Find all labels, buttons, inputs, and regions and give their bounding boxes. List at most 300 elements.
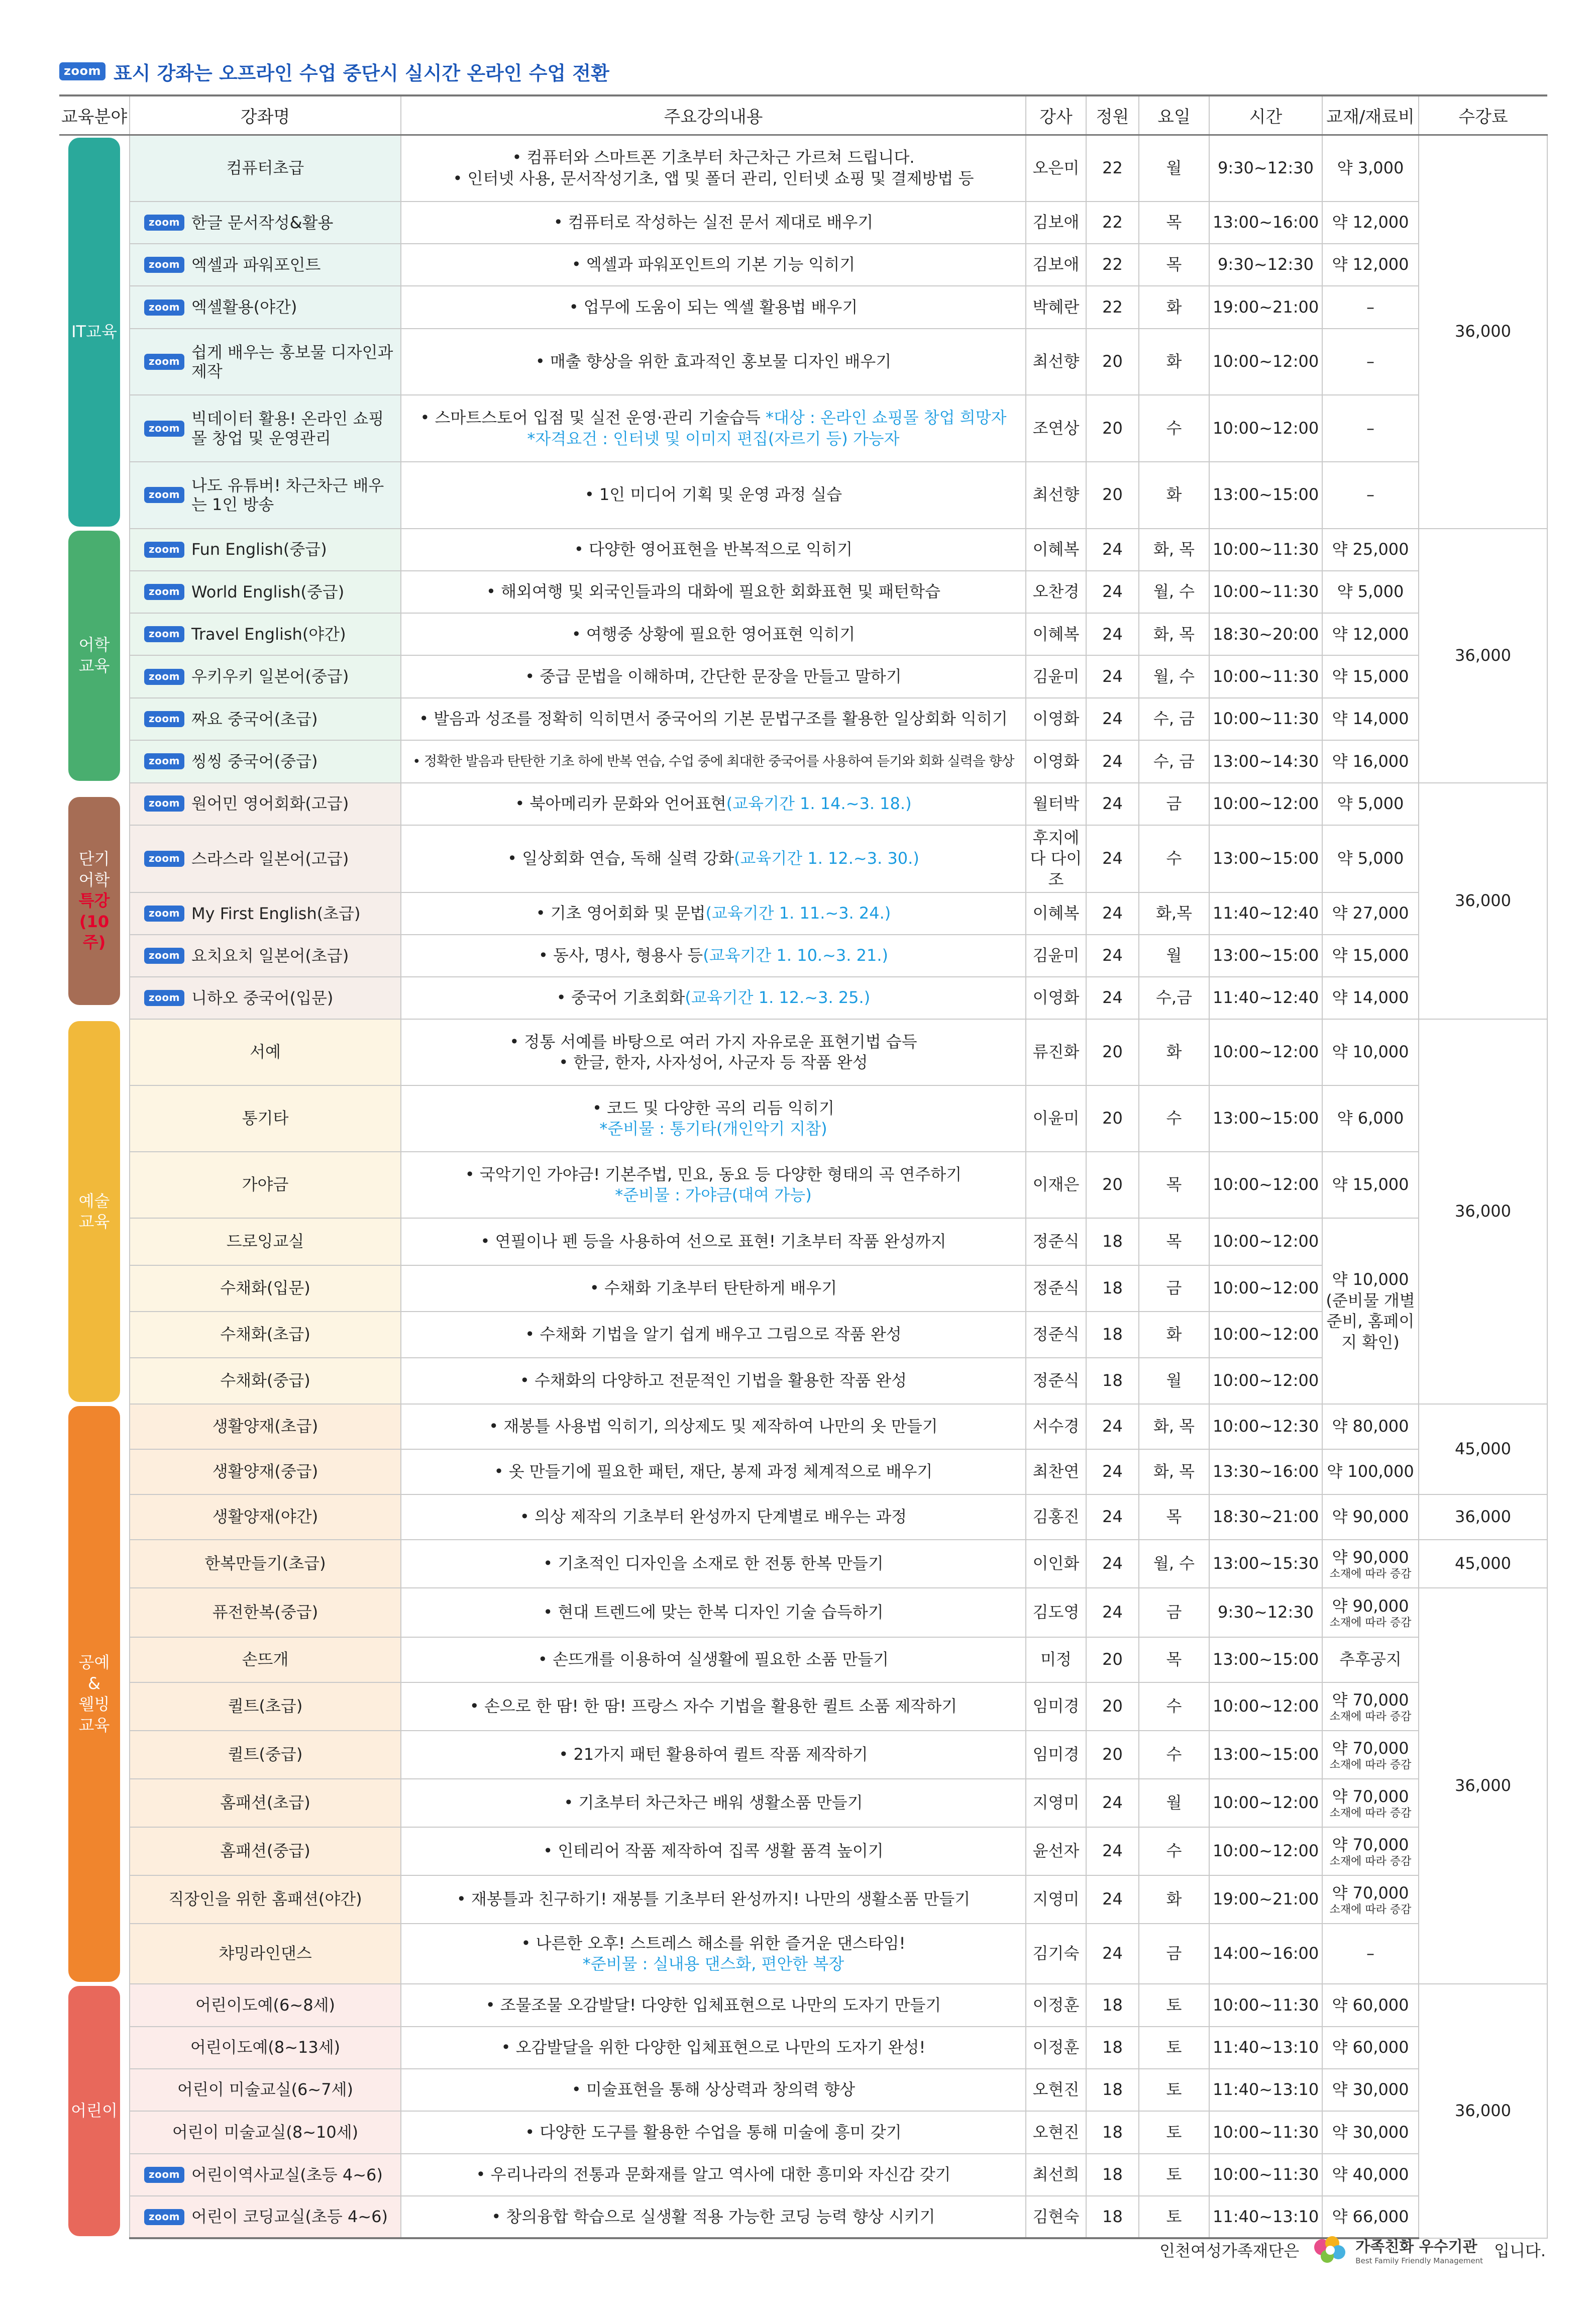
time-value: 11:40~13:10 bbox=[1213, 2080, 1319, 2099]
day-cell bbox=[1139, 1404, 1209, 1449]
table-row bbox=[59, 462, 1547, 529]
time-cell bbox=[1209, 2154, 1322, 2196]
course-name-cell bbox=[130, 1637, 401, 1682]
time-cell bbox=[1209, 1218, 1322, 1265]
material-fee: 약 70,000 bbox=[1332, 1690, 1409, 1710]
day-cell bbox=[1139, 462, 1209, 529]
day-value: 화 bbox=[1166, 1042, 1182, 1062]
teacher-name: 김보애 bbox=[1032, 212, 1080, 232]
day-value: 월, 수 bbox=[1153, 666, 1195, 686]
material-fee-cell bbox=[1322, 2027, 1419, 2069]
teacher-name: 오찬경 bbox=[1032, 582, 1080, 602]
course-name: 컴퓨터초급 bbox=[226, 158, 304, 177]
tuition-fee-cell bbox=[1419, 1984, 1547, 2238]
time-value: 10:00~12:00 bbox=[1213, 1371, 1319, 1390]
material-fee: 약 14,000 bbox=[1332, 988, 1409, 1008]
day-cell bbox=[1139, 977, 1209, 1019]
description-text: • 우리나라의 전통과 문화재를 알고 역사에 대한 흥미와 자신감 갖기 bbox=[476, 2164, 951, 2184]
description-line bbox=[404, 1553, 1022, 1574]
time-value: 10:00~12:00 bbox=[1213, 1175, 1319, 1194]
capacity-cell bbox=[1086, 783, 1139, 825]
course-name: 생활양재(야간) bbox=[212, 1507, 318, 1527]
capacity-value: 18 bbox=[1102, 2122, 1123, 2142]
teacher-name: 이정훈 bbox=[1032, 2037, 1080, 2057]
course-description-cell bbox=[401, 2196, 1026, 2238]
description-text: • 1인 미디어 기획 및 운영 과정 실습 bbox=[584, 485, 842, 505]
day-cell bbox=[1139, 1779, 1209, 1827]
time-cell bbox=[1209, 1731, 1322, 1779]
material-fee-cell bbox=[1322, 202, 1419, 244]
tuition-fee: 36,000 bbox=[1455, 1776, 1511, 1795]
teacher-name: 오현진 bbox=[1032, 2122, 1080, 2142]
field-cell bbox=[59, 783, 130, 1020]
teacher-cell bbox=[1026, 571, 1086, 613]
field-badge bbox=[68, 531, 120, 781]
field-badge bbox=[68, 1021, 120, 1402]
description-text: • 창의융합 학습으로 실생활 적용 가능한 코딩 능력 향상 시키기 bbox=[491, 2207, 935, 2226]
course-name-cell bbox=[130, 2111, 401, 2153]
table-row bbox=[59, 1779, 1547, 1827]
course-description-cell bbox=[401, 571, 1026, 613]
description-line bbox=[404, 1098, 1022, 1119]
table-row bbox=[59, 740, 1547, 782]
day-cell bbox=[1139, 698, 1209, 740]
description-text: • 기초 영어회화 및 문법 bbox=[536, 904, 706, 923]
day-value: 금 bbox=[1166, 1944, 1182, 1963]
header-cell: 요일 bbox=[1139, 95, 1209, 135]
time-value: 10:00~12:00 bbox=[1213, 1278, 1319, 1298]
material-fee-cell bbox=[1322, 571, 1419, 613]
teacher-cell bbox=[1026, 1875, 1086, 1924]
tuition-fee-cell bbox=[1419, 135, 1547, 529]
description-line bbox=[404, 2207, 1022, 2228]
course-name: 홈패션(중급) bbox=[220, 1841, 310, 1861]
zoom-badge: zoom bbox=[59, 62, 105, 80]
capacity-cell bbox=[1086, 1218, 1139, 1265]
teacher-cell bbox=[1026, 329, 1086, 395]
description-line bbox=[404, 408, 1022, 429]
capacity-cell bbox=[1086, 286, 1139, 328]
day-cell bbox=[1139, 202, 1209, 244]
material-fee: 약 10,000 bbox=[1332, 1042, 1409, 1062]
field-special-label: 특강 bbox=[78, 891, 110, 911]
capacity-value: 24 bbox=[1102, 946, 1123, 965]
course-description-cell bbox=[401, 1731, 1026, 1779]
material-note: 소재에 따라 증감 bbox=[1329, 1903, 1412, 1916]
course-name: 원어민 영어회화(고급) bbox=[191, 794, 349, 814]
day-cell bbox=[1139, 892, 1209, 935]
material-fee-cell bbox=[1322, 935, 1419, 977]
course-name: 수채화(초급) bbox=[220, 1325, 310, 1344]
description-text: • 수채화 기초부터 탄탄하게 배우기 bbox=[589, 1278, 837, 1298]
capacity-cell bbox=[1086, 825, 1139, 893]
capacity-value: 24 bbox=[1102, 1603, 1123, 1622]
description-text: • 미술표현을 통해 상상력과 창의력 향상 bbox=[571, 2080, 856, 2099]
time-value: 10:00~11:30 bbox=[1213, 582, 1319, 602]
capacity-cell bbox=[1086, 2111, 1139, 2153]
course-name: 어린이도예(6~8세) bbox=[195, 1995, 335, 2015]
material-fee: 약 80,000 bbox=[1332, 1417, 1409, 1436]
time-value: 10:00~11:30 bbox=[1213, 539, 1319, 559]
course-name: 엑셀과 파워포인트 bbox=[191, 255, 321, 274]
course-name-cell bbox=[130, 529, 401, 571]
description-line bbox=[404, 168, 1022, 189]
material-fee: 약 70,000 bbox=[1332, 1739, 1409, 1758]
capacity-cell bbox=[1086, 329, 1139, 395]
course-name-cell bbox=[130, 783, 401, 825]
material-fee: 약 14,000 bbox=[1332, 709, 1409, 729]
field-label: 어린이 bbox=[71, 2101, 118, 2121]
field-label: 교육 bbox=[78, 1212, 110, 1232]
course-name: 퀼트(초급) bbox=[228, 1696, 303, 1716]
course-name-cell bbox=[130, 462, 401, 529]
course-name: 서예 bbox=[250, 1042, 281, 1062]
teacher-name: 김윤미 bbox=[1032, 946, 1080, 965]
tuition-fee-cell bbox=[1419, 783, 1547, 1020]
material-fee-cell bbox=[1322, 1404, 1419, 1449]
teacher-name: 이재은 bbox=[1032, 1175, 1080, 1194]
description-text: • 정통 서예를 바탕으로 여러 가지 자유로운 표현기법 습득 bbox=[509, 1032, 917, 1051]
material-fee: 약 66,000 bbox=[1332, 2207, 1409, 2226]
teacher-cell bbox=[1026, 1494, 1086, 1540]
time-value: 10:00~12:00 bbox=[1213, 1841, 1319, 1861]
day-value: 월 bbox=[1166, 1371, 1182, 1390]
course-name-cell bbox=[130, 892, 401, 935]
time-value: 13:00~16:00 bbox=[1213, 212, 1319, 232]
tuition-fee-cell bbox=[1419, 1404, 1547, 1494]
description-line bbox=[404, 2122, 1022, 2143]
course-name-cell bbox=[130, 1312, 401, 1358]
material-fee: – bbox=[1366, 297, 1374, 317]
description-line bbox=[404, 351, 1022, 372]
material-fee: 약 15,000 bbox=[1332, 666, 1409, 686]
tuition-fee-cell bbox=[1419, 1588, 1547, 1984]
time-cell bbox=[1209, 462, 1322, 529]
period-text: (교육기간 1. 10.~3. 21.) bbox=[703, 946, 888, 965]
day-value: 수 bbox=[1166, 1109, 1182, 1128]
course-name-cell bbox=[130, 1019, 401, 1085]
time-cell bbox=[1209, 783, 1322, 825]
time-cell bbox=[1209, 1588, 1322, 1637]
capacity-cell bbox=[1086, 892, 1139, 935]
table-row bbox=[59, 571, 1547, 613]
description-text: • 오감발달을 위한 다양한 입체표현으로 나만의 도자기 완성! bbox=[501, 2037, 926, 2057]
material-fee-cell bbox=[1322, 1682, 1419, 1731]
material-fee: 약 12,000 bbox=[1332, 624, 1409, 644]
teacher-name: 김기숙 bbox=[1032, 1944, 1080, 1963]
course-description-cell bbox=[401, 1875, 1026, 1924]
family-friendly-logo bbox=[1310, 2232, 1483, 2267]
time-value: 10:00~12:30 bbox=[1213, 1417, 1319, 1436]
time-value: 11:40~12:40 bbox=[1213, 904, 1319, 923]
capacity-value: 24 bbox=[1102, 793, 1123, 813]
course-description-cell bbox=[401, 1085, 1026, 1152]
course-description-cell bbox=[401, 244, 1026, 286]
teacher-cell bbox=[1026, 2196, 1086, 2238]
zoom-badge: zoom bbox=[144, 487, 184, 503]
day-cell bbox=[1139, 244, 1209, 286]
material-fee-cell bbox=[1322, 1588, 1419, 1637]
material-fee: 추후공지 bbox=[1339, 1650, 1402, 1669]
course-name: 한글 문서작성&활용 bbox=[191, 213, 334, 232]
description-text: *준비물 : 가야금(대여 가능) bbox=[615, 1185, 812, 1205]
day-value: 목 bbox=[1166, 1232, 1182, 1251]
time-cell bbox=[1209, 1085, 1322, 1152]
teacher-cell bbox=[1026, 202, 1086, 244]
course-description-cell bbox=[401, 892, 1026, 935]
day-cell bbox=[1139, 1637, 1209, 1682]
material-fee-cell bbox=[1322, 698, 1419, 740]
capacity-cell bbox=[1086, 1019, 1139, 1085]
day-cell bbox=[1139, 1731, 1209, 1779]
course-name-cell bbox=[130, 1540, 401, 1588]
capacity-cell bbox=[1086, 462, 1139, 529]
description-line bbox=[404, 2037, 1022, 2058]
time-cell bbox=[1209, 613, 1322, 655]
day-value: 월, 수 bbox=[1153, 1554, 1195, 1573]
description-text: • 수채화 기법을 알기 쉽게 배우고 그림으로 작품 완성 bbox=[525, 1325, 902, 1344]
zoom-badge: zoom bbox=[144, 795, 184, 812]
day-cell bbox=[1139, 935, 1209, 977]
day-cell bbox=[1139, 329, 1209, 395]
time-value: 11:40~13:10 bbox=[1213, 2207, 1319, 2226]
course-description-cell bbox=[401, 2154, 1026, 2196]
teacher-name: 이정훈 bbox=[1032, 1995, 1080, 2015]
tuition-fee-cell bbox=[1419, 1019, 1547, 1404]
table-row bbox=[59, 135, 1547, 202]
description-line bbox=[404, 848, 1022, 869]
course-description-cell bbox=[401, 395, 1026, 462]
day-value: 수 bbox=[1166, 1745, 1182, 1764]
material-fee: 약 15,000 bbox=[1332, 946, 1409, 965]
material-fee-cell bbox=[1322, 1637, 1419, 1682]
table-row bbox=[59, 2111, 1547, 2153]
description-text: • 중국어 기초회화 bbox=[556, 988, 685, 1008]
course-name-cell bbox=[130, 1731, 401, 1779]
material-fee: – bbox=[1366, 352, 1374, 371]
time-value: 13:00~14:30 bbox=[1213, 751, 1319, 771]
description-line bbox=[404, 1995, 1022, 2016]
time-cell bbox=[1209, 2111, 1322, 2153]
day-value: 금 bbox=[1166, 1278, 1182, 1298]
description-text: • 인터넷 사용, 문서작성기초, 앱 및 폴더 관리, 인터넷 쇼핑 및 결제방법 등 bbox=[453, 168, 974, 188]
course-name-cell bbox=[130, 655, 401, 697]
time-cell bbox=[1209, 202, 1322, 244]
description-line bbox=[404, 254, 1022, 275]
teacher-cell bbox=[1026, 1218, 1086, 1265]
zoom-notice-text: 표시 강좌는 오프라인 수업 중단시 실시간 온라인 수업 전환 bbox=[113, 62, 609, 84]
table-row bbox=[59, 1085, 1547, 1152]
capacity-value: 24 bbox=[1102, 1554, 1123, 1573]
period-text: (교육기간 1. 12.~3. 25.) bbox=[685, 988, 871, 1008]
time-cell bbox=[1209, 571, 1322, 613]
description-text: • 다양한 영어표현을 반복적으로 익히기 bbox=[574, 539, 853, 559]
course-name-cell bbox=[130, 244, 401, 286]
course-description-cell bbox=[401, 329, 1026, 395]
teacher-name: 정준식 bbox=[1032, 1278, 1080, 1298]
day-value: 월 bbox=[1166, 1793, 1182, 1813]
time-cell bbox=[1209, 1152, 1322, 1218]
time-cell bbox=[1209, 1019, 1322, 1085]
course-description-cell bbox=[401, 1637, 1026, 1682]
material-fee-cell bbox=[1322, 2154, 1419, 2196]
description-text: *준비물 : 통기타(개인악기 지참) bbox=[599, 1119, 827, 1139]
logo-title: 가족친화 우수기관 bbox=[1355, 2238, 1477, 2256]
description-line bbox=[404, 1507, 1022, 1528]
day-value: 월 bbox=[1166, 158, 1182, 177]
teacher-name: 이영화 bbox=[1032, 751, 1080, 771]
teacher-name: 미정 bbox=[1040, 1650, 1072, 1669]
course-name: 직장인을 위한 홈패션(야간) bbox=[168, 1889, 362, 1909]
course-description-cell bbox=[401, 1358, 1026, 1404]
capacity-cell bbox=[1086, 1265, 1139, 1312]
course-name-cell bbox=[130, 1265, 401, 1312]
material-fee-cell bbox=[1322, 244, 1419, 286]
teacher-cell bbox=[1026, 1924, 1086, 1984]
material-fee-cell bbox=[1322, 1924, 1419, 1984]
description-line bbox=[404, 1889, 1022, 1910]
capacity-value: 24 bbox=[1102, 582, 1123, 602]
zoom-badge: zoom bbox=[144, 354, 184, 370]
zoom-badge: zoom bbox=[144, 711, 184, 727]
capacity-value: 20 bbox=[1102, 1042, 1123, 1062]
description-line bbox=[404, 903, 1022, 924]
description-line bbox=[404, 147, 1022, 168]
description-line bbox=[404, 1602, 1022, 1623]
time-value: 11:40~13:10 bbox=[1213, 2037, 1319, 2057]
description-text: • 손뜨개를 이용하여 실생활에 필요한 소품 만들기 bbox=[538, 1650, 889, 1669]
description-line bbox=[404, 1370, 1022, 1391]
material-fee: 약 70,000 bbox=[1332, 1787, 1409, 1807]
course-name-cell bbox=[130, 1218, 401, 1265]
time-value: 10:00~12:00 bbox=[1213, 1042, 1319, 1062]
teacher-name: 최선희 bbox=[1032, 2164, 1080, 2184]
day-cell bbox=[1139, 613, 1209, 655]
day-value: 화, 목 bbox=[1153, 539, 1195, 559]
description-text: • 한글, 한자, 사자성어, 사군자 등 작품 완성 bbox=[559, 1053, 868, 1072]
day-value: 화, 목 bbox=[1153, 1462, 1195, 1481]
teacher-cell bbox=[1026, 2027, 1086, 2069]
capacity-cell bbox=[1086, 2154, 1139, 2196]
tuition-fee: 36,000 bbox=[1455, 1507, 1511, 1527]
capacity-cell bbox=[1086, 1152, 1139, 1218]
time-cell bbox=[1209, 1682, 1322, 1731]
capacity-value: 18 bbox=[1102, 1371, 1123, 1390]
zoom-badge: zoom bbox=[144, 2209, 184, 2225]
capacity-value: 18 bbox=[1102, 2164, 1123, 2184]
teacher-cell bbox=[1026, 286, 1086, 328]
course-name: 요치요치 일본어(초급) bbox=[191, 946, 349, 966]
course-name: 스라스라 일본어(고급) bbox=[191, 849, 349, 868]
zoom-badge: zoom bbox=[144, 626, 184, 642]
tuition-fee: 36,000 bbox=[1455, 2101, 1511, 2121]
time-value: 10:00~12:00 bbox=[1213, 418, 1319, 438]
course-name: 엑셀활용(야간) bbox=[191, 297, 297, 317]
day-cell bbox=[1139, 571, 1209, 613]
zoom-badge: zoom bbox=[144, 669, 184, 685]
material-fee-cell bbox=[1322, 1494, 1419, 1540]
material-fee-cell bbox=[1322, 825, 1419, 893]
course-name: My First English(초급) bbox=[191, 904, 361, 924]
time-value: 18:30~21:00 bbox=[1213, 1507, 1319, 1527]
table-row bbox=[59, 613, 1547, 655]
course-name-cell bbox=[130, 202, 401, 244]
zoom-badge: zoom bbox=[144, 215, 184, 231]
course-name: 퀼트(중급) bbox=[228, 1745, 303, 1764]
course-name: 어린이 미술교실(6~7세) bbox=[177, 2080, 353, 2099]
capacity-cell bbox=[1086, 698, 1139, 740]
day-value: 화 bbox=[1166, 297, 1182, 317]
header-cell: 강좌명 bbox=[130, 95, 401, 135]
description-text: • 해외여행 및 외국인들과의 대화에 필요한 회화표현 및 패턴학습 bbox=[486, 582, 940, 602]
logo-subtitle: Best Family Friendly Management bbox=[1355, 2256, 1483, 2265]
course-name: 어린이 미술교실(8~10세) bbox=[172, 2122, 359, 2142]
course-description-cell bbox=[401, 1779, 1026, 1827]
material-fee-cell bbox=[1322, 655, 1419, 697]
teacher-cell bbox=[1026, 2111, 1086, 2153]
capacity-cell bbox=[1086, 977, 1139, 1019]
capacity-cell bbox=[1086, 1827, 1139, 1875]
zoom-badge: zoom bbox=[144, 851, 184, 867]
teacher-name: 서수경 bbox=[1032, 1417, 1080, 1436]
capacity-cell bbox=[1086, 2027, 1139, 2069]
day-cell bbox=[1139, 825, 1209, 893]
material-fee-cell bbox=[1322, 1984, 1419, 2026]
capacity-cell bbox=[1086, 1588, 1139, 1637]
time-cell bbox=[1209, 935, 1322, 977]
description-text: • 국악기인 가야금! 기본주법, 민요, 동요 등 다양한 형태의 곡 연주하기 bbox=[465, 1164, 962, 1184]
material-fee: 약 25,000 bbox=[1332, 539, 1409, 559]
course-name: 생활양재(초급) bbox=[212, 1417, 318, 1436]
teacher-name: 이인화 bbox=[1032, 1554, 1080, 1573]
description-text: *자격요건 : 인터넷 및 이미지 편집(자르기 등) 가능자 bbox=[527, 429, 900, 448]
day-value: 월 bbox=[1166, 946, 1182, 965]
material-fee-cell bbox=[1322, 783, 1419, 825]
time-cell bbox=[1209, 1312, 1322, 1358]
teacher-name: 최찬연 bbox=[1032, 1462, 1080, 1481]
description-line bbox=[404, 1324, 1022, 1345]
material-fee: 약 12,000 bbox=[1332, 212, 1409, 232]
course-description-cell bbox=[401, 1019, 1026, 1085]
material-fee: 약 70,000 bbox=[1332, 1835, 1409, 1855]
table-row bbox=[59, 783, 1547, 825]
material-fee: 약 60,000 bbox=[1332, 1995, 1409, 2015]
course-name-cell bbox=[130, 1924, 401, 1984]
material-fee: 약 60,000 bbox=[1332, 2037, 1409, 2057]
time-cell bbox=[1209, 395, 1322, 462]
course-name: 씽씽 중국어(중급) bbox=[191, 752, 318, 771]
day-cell bbox=[1139, 1218, 1209, 1265]
capacity-cell bbox=[1086, 740, 1139, 782]
time-value: 9:30~12:30 bbox=[1218, 158, 1314, 177]
description-line bbox=[404, 212, 1022, 233]
material-fee: 약 90,000 bbox=[1332, 1548, 1409, 1567]
time-cell bbox=[1209, 244, 1322, 286]
day-value: 금 bbox=[1166, 1603, 1182, 1622]
time-cell bbox=[1209, 2027, 1322, 2069]
course-description-cell bbox=[401, 2111, 1026, 2153]
zoom-badge: zoom bbox=[144, 906, 184, 922]
material-fee: 약 16,000 bbox=[1332, 751, 1409, 771]
footer-prefix: 인천여성가족재단은 bbox=[1159, 2241, 1300, 2260]
course-name: 나도 유튜버! 차근차근 배우는 1인 방송 bbox=[191, 475, 384, 515]
tuition-fee: 45,000 bbox=[1455, 1554, 1511, 1573]
course-description-cell bbox=[401, 783, 1026, 825]
description-line bbox=[404, 1052, 1022, 1073]
description-line bbox=[404, 484, 1022, 506]
teacher-name: 김도영 bbox=[1032, 1603, 1080, 1622]
tuition-fee-cell bbox=[1419, 529, 1547, 783]
